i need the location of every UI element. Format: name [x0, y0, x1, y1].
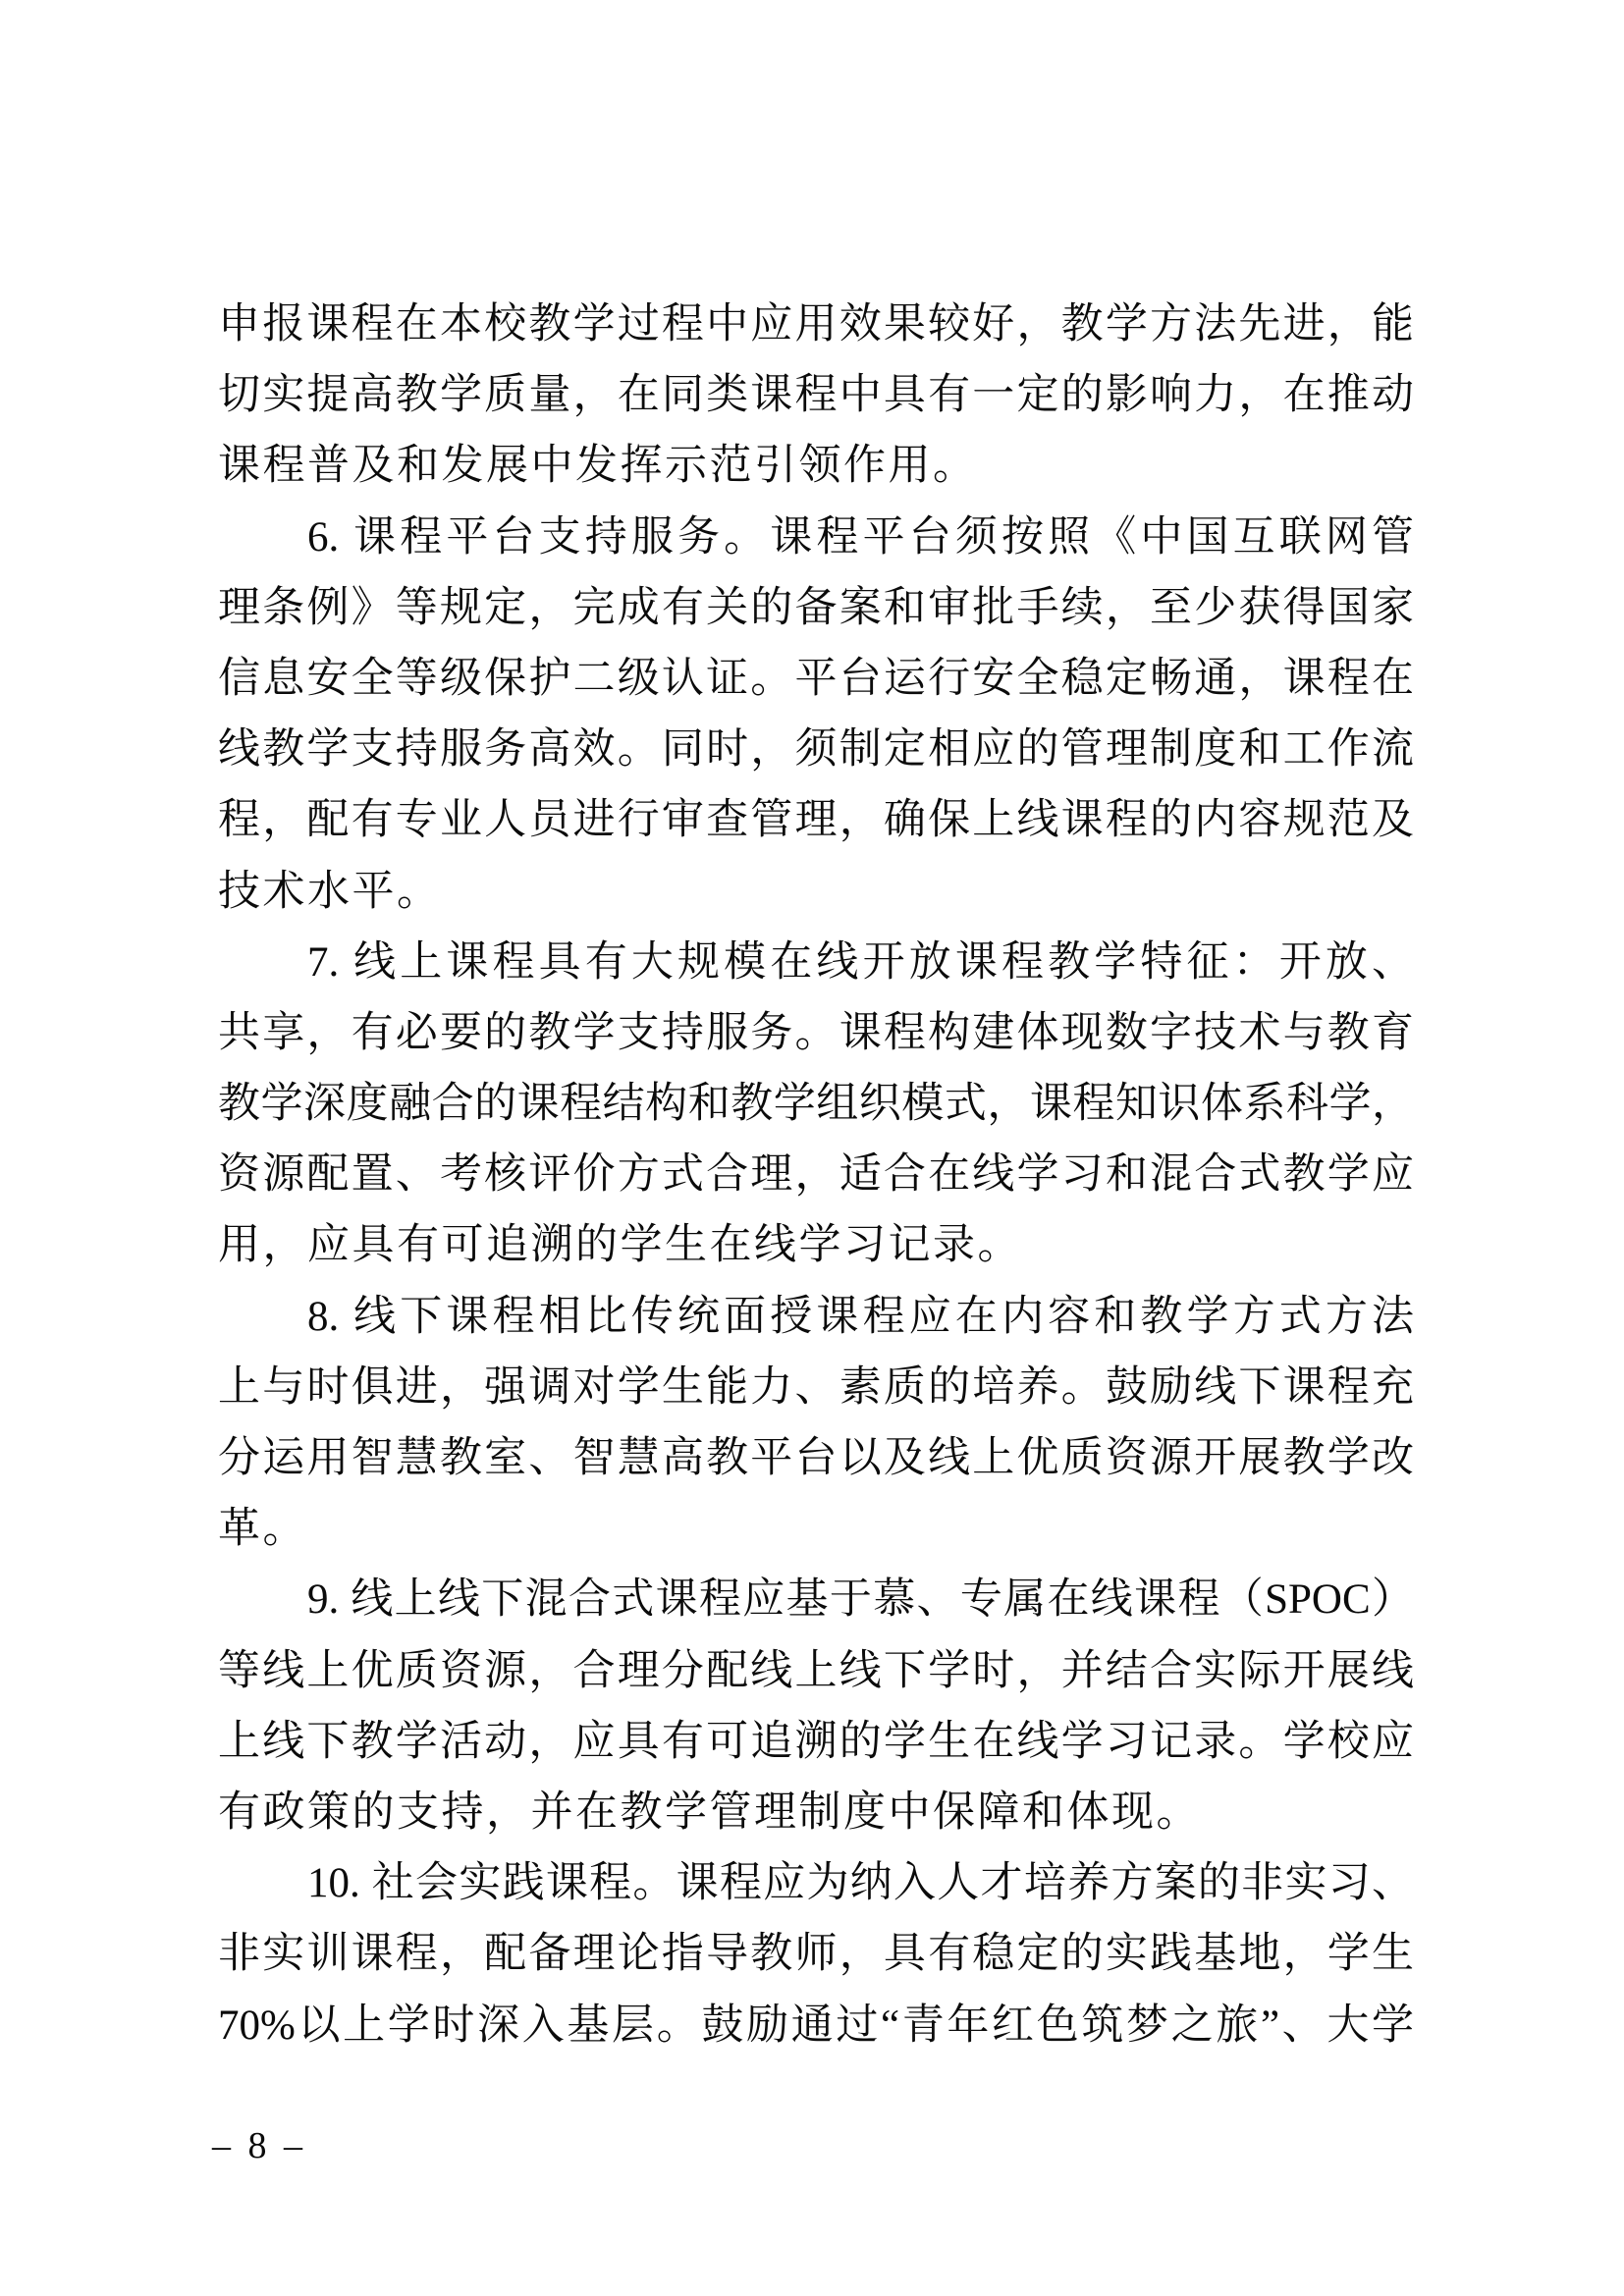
page-number: – 8 –	[212, 2125, 306, 2166]
body-line: 上线下教学活动，应具有可追溯的学生在线学习记录。学校应	[218, 1718, 1414, 1765]
body-line: 切实提高教学质量，在同类课程中具有一定的影响力，在推动	[218, 372, 1414, 419]
body-line: 程，配有专业人员进行审查管理，确保上线课程的内容规范及	[218, 797, 1414, 844]
body-line: 资源配置、考核评价方式合理，适合在线学习和混合式教学应	[218, 1151, 1414, 1199]
body-line: 信息安全等级保护二级认证。平台运行安全稳定畅通，课程在	[218, 655, 1414, 702]
body-line: 分运用智慧教室、智慧高教平台以及线上优质资源开展教学改	[218, 1435, 1414, 1481]
body-line: 线教学支持服务高效。同时，须制定相应的管理制度和工作流	[218, 726, 1414, 774]
body-line: 技术水平。	[218, 868, 442, 915]
body-line: 非实训课程，配备理论指导教师，具有稳定的实践基地，学生	[218, 1931, 1414, 1978]
body-line-item-10: 10. 社会实践课程。课程应为纳入人才培养方案的非实习、	[307, 1860, 1414, 1907]
body-line: 有政策的支持，并在教学管理制度中保障和体现。	[218, 1789, 1201, 1836]
body-line: 课程普及和发展中发挥示范引领作用。	[218, 443, 978, 490]
document-body	[218, 290, 1414, 2061]
body-line: 理条例》等规定，完成有关的备案和审批手续，至少获得国家	[218, 584, 1414, 631]
body-line-item-7: 7. 线上课程具有大规模在线开放课程教学特征：开放、	[307, 938, 1414, 986]
body-line: 革。	[218, 1506, 307, 1553]
body-line: 用，应具有可追溯的学生在线学习记录。	[218, 1222, 1022, 1269]
body-line-item-8: 8. 线下课程相比传统面授课程应在内容和教学方式方法	[307, 1293, 1414, 1340]
body-line: 上与时俱进，强调对学生能力、素质的培养。鼓励线下课程充	[218, 1363, 1414, 1411]
body-line: 教学深度融合的课程结构和教学组织模式，课程知识体系科学，	[218, 1081, 1414, 1128]
body-line-item-9: 9. 线上线下混合式课程应基于慕、专属在线课程（SPOC）	[307, 1576, 1414, 1624]
body-line: 共享，有必要的教学支持服务。课程构建体现数字技术与教育	[218, 1009, 1414, 1056]
body-line: 等线上优质资源，合理分配线上线下学时，并结合实际开展线	[218, 1647, 1414, 1694]
body-line: 申报课程在本校教学过程中应用效果较好，教学方法先进，能	[218, 301, 1414, 347]
body-line-item-6: 6. 课程平台支持服务。课程平台须按照《中国互联网管	[307, 513, 1414, 561]
body-line: 70%以上学时深入基层。鼓励通过“青年红色筑梦之旅”、大学	[218, 2002, 1414, 2049]
